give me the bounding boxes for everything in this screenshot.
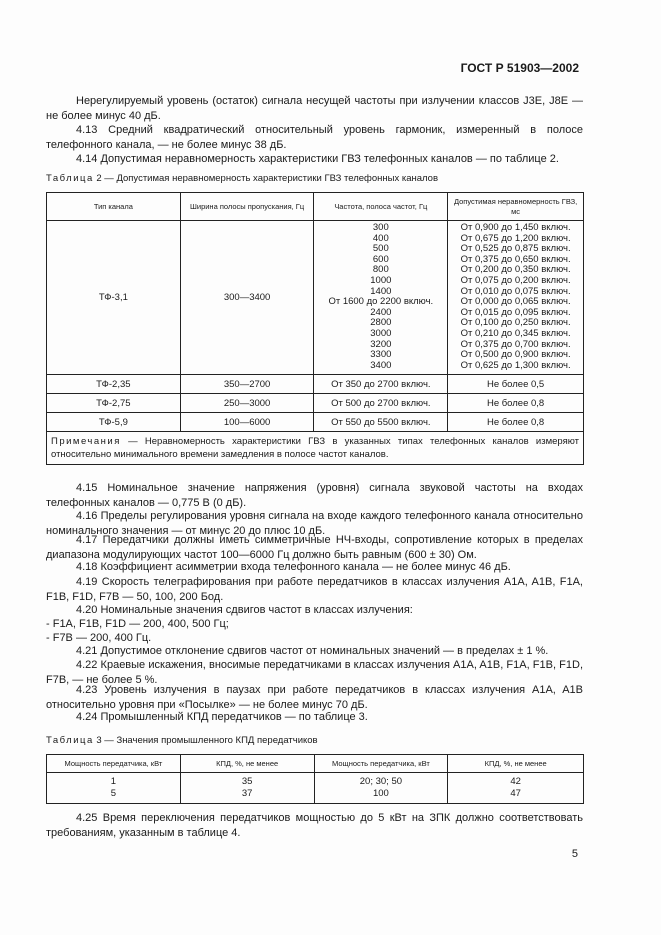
table-2-row xyxy=(47,413,584,432)
table-3-cell xyxy=(47,773,181,804)
efficiency-value: 35 xyxy=(241,776,253,787)
table-3-caption xyxy=(46,735,318,746)
frequency-value: 3400 xyxy=(370,359,392,371)
table-2-caption-text: 2 — Допустимая неравномерность характеристики ГВЗ телефонных каналов xyxy=(93,173,438,184)
efficiency-value: 47 xyxy=(510,788,521,799)
frequency-value: 1000 xyxy=(370,274,392,286)
table-2-row xyxy=(47,394,584,413)
paragraph-4-19: 4.19 Скорость телеграфирования при работе передатчиков в классах излучения A1A, A1B, F1A, F1B, F1D, F7B — 50, 100, 200 Бод. xyxy=(46,576,583,603)
document-id-header: ГОСТ Р 51903—2002 xyxy=(460,61,579,75)
frequency-value: 300 xyxy=(372,222,389,233)
frequency-value: 500 xyxy=(372,243,389,255)
paragraph-4-14: 4.14 Допустимая неравномерность характеристики ГВЗ телефонных каналов — по таблице 2. xyxy=(76,153,559,165)
paragraph-carrier-level: Нерегулируемый уровень (остаток) сигнала несущей частоты при излучении классов J3E, J8E — не более минус 40 дБ. xyxy=(46,95,583,122)
channel-type-cell: ТФ-5,9 xyxy=(47,413,181,432)
gvz-value: От 0,000 до 0,065 включ. xyxy=(460,296,571,308)
gvz-value: От 0,375 до 0,700 включ. xyxy=(460,338,571,350)
table-2-header-cell: Допустимая неравномерность ГВЗ, мс xyxy=(448,193,584,221)
table-2-caption-word: Таблица xyxy=(46,173,94,184)
table-3-header-cell: Мощность передатчика, кВт xyxy=(314,755,448,773)
bandwidth-cell: 250—3000 xyxy=(180,394,314,413)
gvz-value: От 0,210 до 0,345 включ. xyxy=(460,327,571,339)
note-text: — Неравномерность характеристики ГВЗ в указанных типах телефонных каналов измеряют относительно минимального времени замедления в полосе частот каналов. xyxy=(51,436,579,461)
power-value: 1 xyxy=(110,776,117,787)
gvz-value: От 0,900 до 1,450 включ. xyxy=(460,222,571,233)
power-value: 5 xyxy=(110,788,117,799)
bandwidth-cell: 350—2700 xyxy=(180,375,314,394)
frequency-cell: От 350 до 2700 включ. xyxy=(314,375,448,394)
frequency-value: 1400 xyxy=(370,285,392,297)
gvz-value: От 0,375 до 0,650 включ. xyxy=(460,253,571,265)
table-2-header-cell: Частота, полоса частот, Гц xyxy=(314,193,448,221)
table-2-header-cell: Тип канала xyxy=(47,193,181,221)
bandwidth-cell: 300—3400 xyxy=(180,221,314,375)
paragraph-4-15: 4.15 Номинальное значение напряжения (уровня) сигнала звуковой частоты на входах телефонных каналов — 0,775 В (0 дБ). xyxy=(46,482,583,509)
frequency-value: 2400 xyxy=(370,306,392,318)
table-3-cell xyxy=(448,773,584,804)
table-3-header-cell: КПД, %, не менее xyxy=(448,755,584,773)
channel-type-cell: ТФ-3,1 xyxy=(47,221,181,375)
gvz-value: От 0,100 до 0,250 включ. xyxy=(460,317,571,329)
frequency-value: 800 xyxy=(372,264,389,276)
frequency-cell: От 500 до 2700 включ. xyxy=(314,394,448,413)
table-2-header-cell: Ширина полосы пропускания, Гц xyxy=(180,193,314,221)
power-value: 20; 30; 50 xyxy=(359,776,403,787)
table-2-row xyxy=(47,375,584,394)
gvz-value: От 0,500 до 0,900 включ. xyxy=(460,349,571,361)
table-3-header-cell: Мощность передатчика, кВт xyxy=(47,755,181,773)
paragraph-4-23: 4.23 Уровень излучения в паузах при работе передатчиков в классах излучения A1A, A1B относительно уровня при «Посылке» — не более минус 70 дБ. xyxy=(46,684,583,711)
table-3-caption-text: 3 — Значения промышленного КПД передатчиков xyxy=(93,735,318,746)
gvz-value: От 0,010 до 0,075 включ. xyxy=(460,285,571,297)
paragraph-4-25: 4.25 Время переключения передатчиков мощностью до 5 кВт на ЗПК должно соответствовать требованиям, указанным в таблице 4. xyxy=(46,812,583,839)
table-3-header-cell: КПД, %, не менее xyxy=(180,755,314,773)
paragraph-4-13: 4.13 Средний квадратический относительный уровень гармоник, измеренный в полосе телефонного канала, — не более минус 38 дБ. xyxy=(46,124,583,151)
table-3-caption-word: Таблица xyxy=(46,735,94,746)
gvz-value-cell: Не более 0,5 xyxy=(448,375,584,394)
paragraph-4-20-item-1: - F1A, F1B, F1D — 200, 400, 500 Гц; xyxy=(46,618,229,630)
efficiency-value: 42 xyxy=(510,776,521,787)
gvz-value: От 0,075 до 0,200 включ. xyxy=(460,274,571,286)
paragraph-4-20: 4.20 Номинальные значения сдвигов частот в классах излучения: xyxy=(76,604,413,616)
paragraph-4-20-item-2: - F7B — 200, 400 Гц. xyxy=(46,632,152,644)
frequency-value: 600 xyxy=(372,253,389,265)
gvz-value: От 0,525 до 0,875 включ. xyxy=(460,243,571,255)
paragraph-4-18: 4.18 Коэффициент асимметрии входа телефонного канала — не более минус 46 дБ. xyxy=(76,561,511,573)
frequency-value: 3000 xyxy=(370,327,392,339)
frequency-cell: От 550 до 5500 включ. xyxy=(314,413,448,432)
table-3-body-row xyxy=(47,773,584,804)
paragraph-4-22: 4.22 Краевые искажения, вносимые передатчиками в классах излучения A1A, A1B, F1A, F1B, F1D, F7B, — не более 5 %. xyxy=(46,659,583,686)
gvz-value: От 0,200 до 0,350 включ. xyxy=(460,264,571,276)
note-label: Примечания xyxy=(51,436,121,448)
channel-type-cell: ТФ-2,35 xyxy=(47,375,181,394)
channel-type-cell: ТФ-2,75 xyxy=(47,394,181,413)
gvz-value: От 0,015 до 0,095 включ. xyxy=(460,306,571,318)
gvz-value: От 0,675 до 1,200 включ. xyxy=(460,232,571,244)
table-2 xyxy=(46,192,584,465)
bandwidth-cell: 100—6000 xyxy=(180,413,314,432)
table-2-note xyxy=(47,432,584,465)
gvz-value-cell: Не более 0,8 xyxy=(448,413,584,432)
page-number: 5 xyxy=(571,848,578,860)
table-2-header-row xyxy=(47,193,584,221)
table-2-caption xyxy=(46,173,438,184)
table-3-header-row xyxy=(47,755,584,773)
paragraph-4-17: 4.17 Передатчики должны иметь симметричные НЧ-входы, сопротивление которых в пределах диапазона модулирующих частот 100—6000 Гц должно быть равным (600 ± 30) Ом. xyxy=(46,534,583,561)
gvz-value-cell: Не более 0,8 xyxy=(448,394,584,413)
gvz-value-list-cell xyxy=(448,221,584,375)
paragraph-4-24: 4.24 Промышленный КПД передатчиков — по таблице 3. xyxy=(76,711,368,723)
table-3-cell xyxy=(314,773,448,804)
frequency-value: От 1600 до 2200 включ. xyxy=(328,296,434,308)
gvz-value: От 0,625 до 1,300 включ. xyxy=(460,359,571,371)
frequency-value: 2800 xyxy=(370,317,392,329)
table-2-row-tf31 xyxy=(47,221,584,375)
efficiency-value: 37 xyxy=(241,788,253,799)
frequency-value: 400 xyxy=(372,232,389,244)
table-2-note-row xyxy=(47,432,584,465)
frequency-value: 3300 xyxy=(370,349,392,361)
paragraph-4-21: 4.21 Допустимое отклонение сдвигов частот от номинальных значений — в пределах ± 1 %. xyxy=(76,645,549,657)
power-value: 100 xyxy=(372,788,389,799)
table-3-cell xyxy=(180,773,314,804)
paragraph-4-16: 4.16 Пределы регулирования уровня сигнала на входе каждого телефонного канала относительно номинального значения — от минус 20 до плюс 10 дБ. xyxy=(46,510,583,537)
frequency-value: 3200 xyxy=(370,338,392,350)
frequency-list-cell xyxy=(314,221,448,375)
table-3 xyxy=(46,754,584,804)
